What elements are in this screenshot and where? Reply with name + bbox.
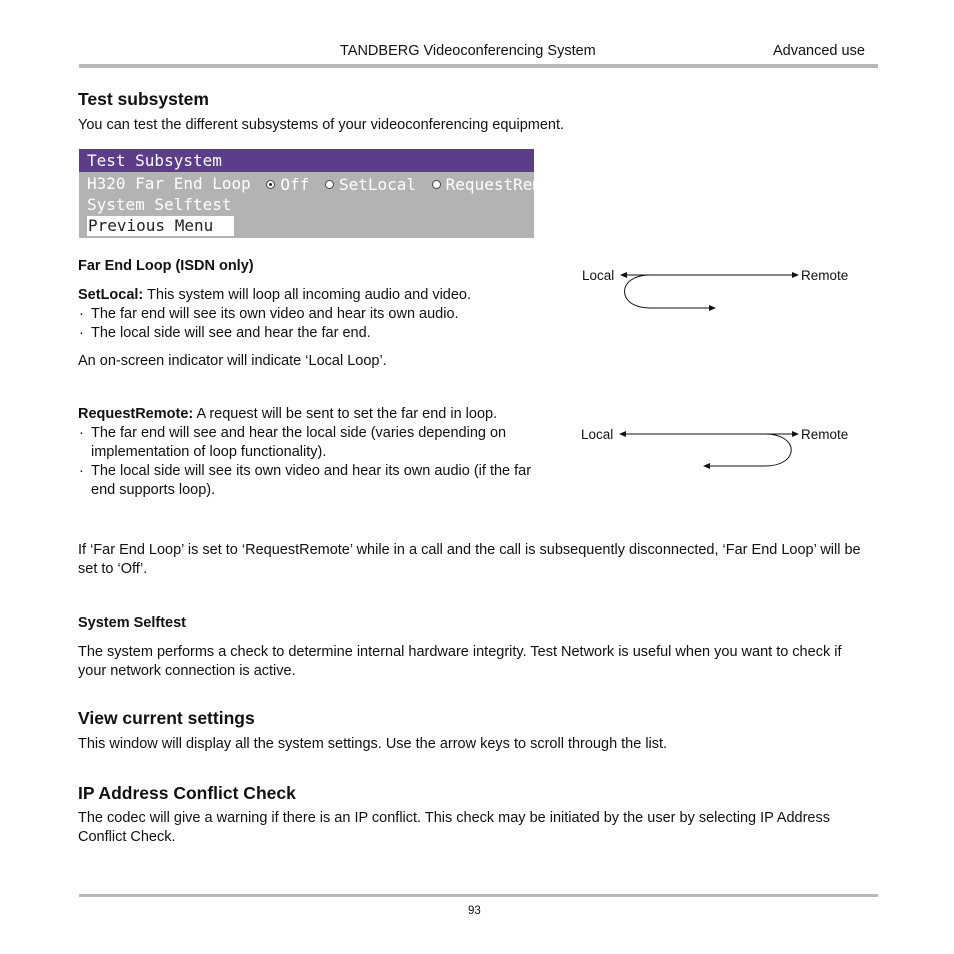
heading-ip-address-conflict-check: IP Address Conflict Check bbox=[78, 783, 296, 803]
osd-option-requestremote-label: RequestRemote bbox=[445, 174, 571, 194]
osd-row-previous-menu[interactable]: Previous Menu bbox=[87, 216, 234, 236]
diagram-local-loop-left-label: Local bbox=[582, 268, 615, 283]
ip-conflict-text: The codec will give a warning if there is an IP conflict. This check may be initiated by the user by selecting IP Address Conflict Check. bbox=[78, 810, 830, 845]
test-subsystem-intro: You can test the different subsystems of your videoconferencing equipment. bbox=[78, 117, 565, 133]
page-number: 93 bbox=[468, 905, 481, 917]
diagram-remote-loop-right-label: Remote bbox=[801, 427, 849, 442]
local-loop-note: An on-screen indicator will indicate ‘Local Loop’. bbox=[78, 353, 387, 369]
list-item: · The local side will see its own video and hear its own audio (if the far end supports loop). bbox=[78, 462, 556, 500]
arrowhead-left-icon bbox=[703, 463, 710, 469]
far-end-loop-disconnect-note: If ‘Far End Loop’ is set to ‘RequestRemote’ while in a call and the call is subsequently disconnected, ‘Far End Loop’ will be set to ‘Off’. bbox=[78, 542, 861, 577]
osd-option-off-label: Off bbox=[280, 174, 310, 194]
arrowhead-right-icon bbox=[792, 431, 799, 437]
heading-view-current-settings: View current settings bbox=[78, 708, 255, 728]
diagram-loop-curve bbox=[706, 434, 791, 466]
arrowhead-left-icon bbox=[619, 431, 626, 437]
footer-rule bbox=[79, 894, 878, 897]
osd-far-end-loop-label: H320 Far End Loop bbox=[87, 174, 251, 193]
subheading-system-selftest: System Selftest bbox=[78, 615, 186, 631]
osd-row-system-selftest[interactable]: System Selftest bbox=[87, 195, 232, 214]
system-selftest-text: The system performs a check to determine internal hardware integrity. Test Network is useful when you want to check if your network connection is active. bbox=[78, 644, 842, 679]
osd-option-setlocal-label: SetLocal bbox=[338, 174, 417, 194]
diagram-local-loop-right-label: Remote bbox=[801, 268, 849, 283]
view-settings-text: This window will display all the system settings. Use the arrow keys to scroll through the list. bbox=[78, 736, 668, 752]
setlocal-term: SetLocal: bbox=[78, 287, 144, 303]
setlocal-desc: This system will loop all incoming audio and video. bbox=[143, 287, 472, 303]
osd-title: Test Subsystem bbox=[87, 151, 222, 170]
requestremote-desc: A request will be sent to set the far end in loop. bbox=[193, 406, 498, 422]
list-item: · The local side will see and hear the far end. bbox=[78, 324, 558, 343]
requestremote-term: RequestRemote: bbox=[78, 406, 194, 422]
heading-test-subsystem: Test subsystem bbox=[78, 89, 209, 109]
subheading-far-end-loop: Far End Loop (ISDN only) bbox=[78, 258, 254, 274]
list-item: · The far end will see and hear the local side (varies depending on implementation of loop functionality). bbox=[78, 424, 556, 462]
list-item: · The far end will see its own video and hear its own audio. bbox=[78, 305, 558, 324]
document-title: TANDBERG Videoconferencing System bbox=[340, 43, 596, 59]
diagram-remote-loop-left-label: Local bbox=[581, 427, 614, 442]
section-name: Advanced use bbox=[773, 43, 865, 59]
